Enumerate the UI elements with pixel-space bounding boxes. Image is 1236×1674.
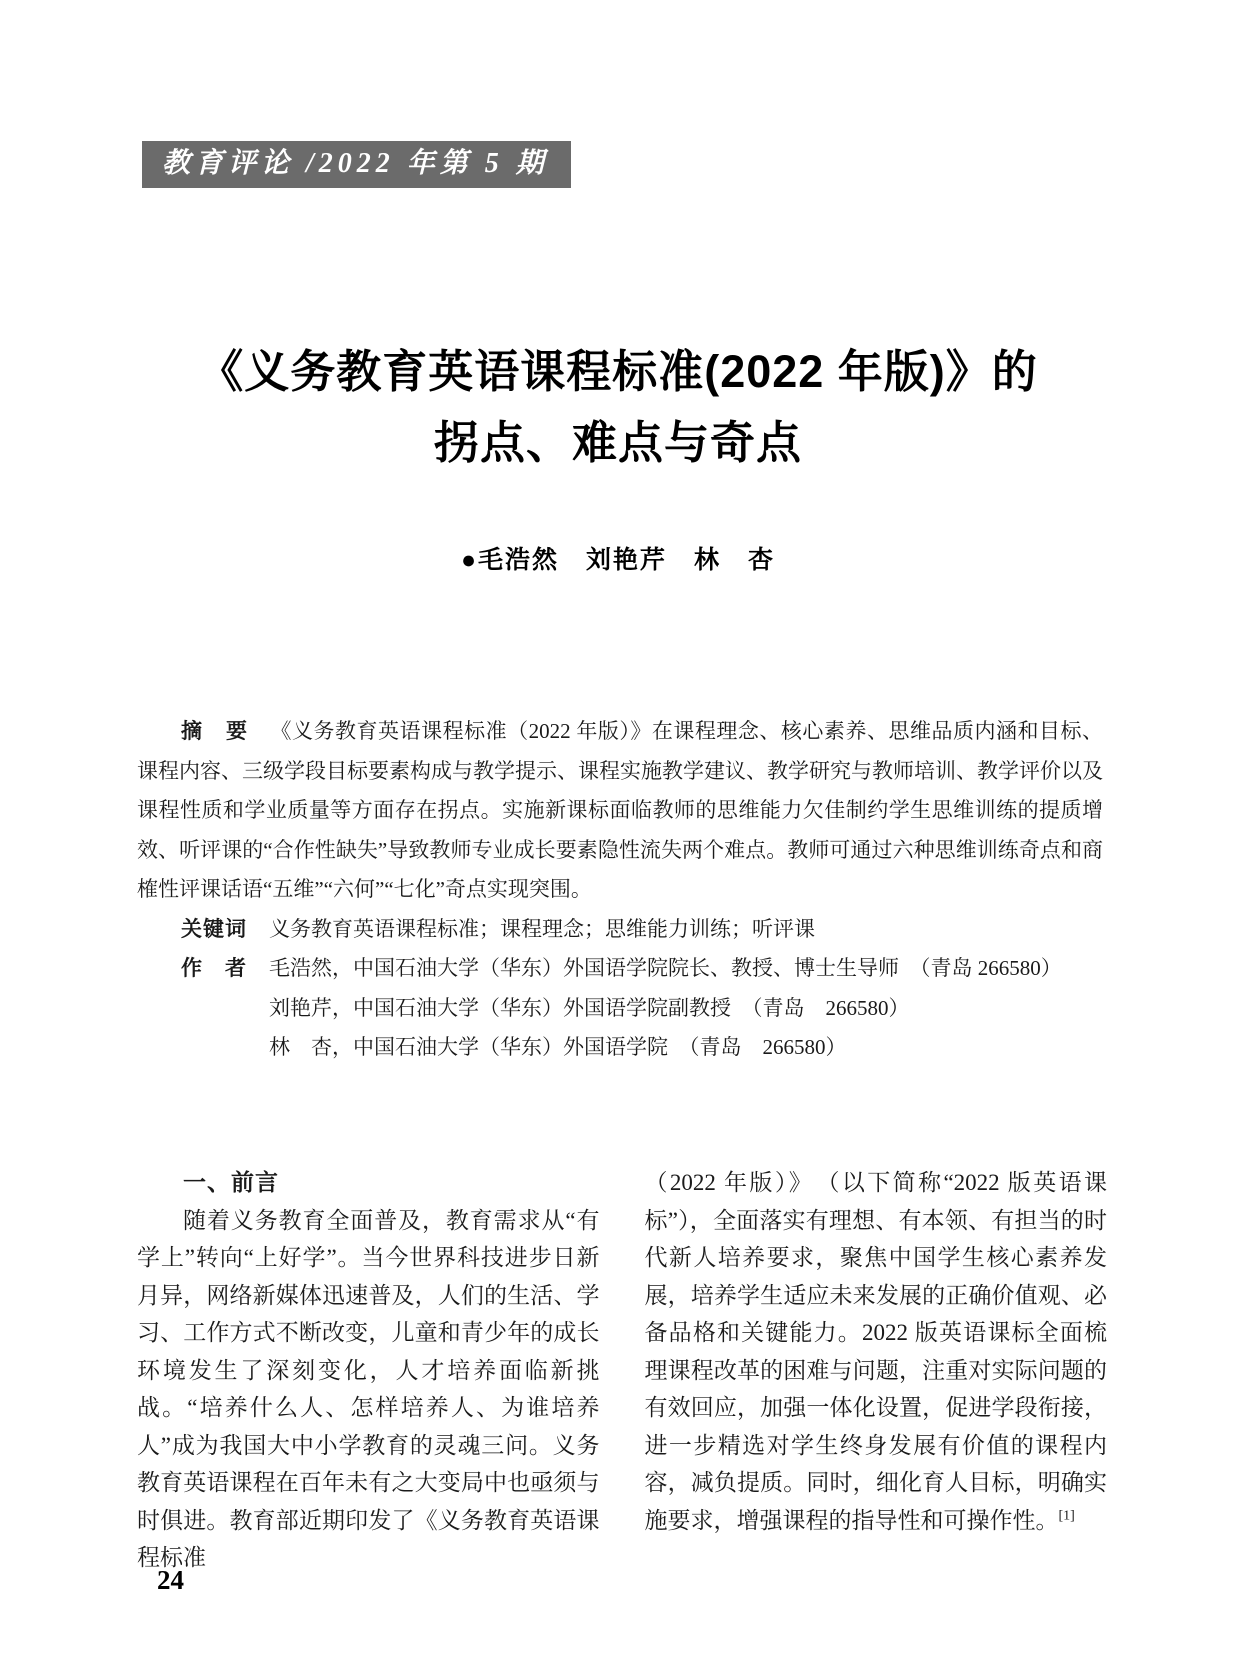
abstract-paragraph	[137, 712, 1103, 910]
left-column	[137, 1164, 600, 1577]
keywords-label: 关键词	[181, 917, 247, 941]
body-columns	[137, 1164, 1107, 1577]
author-entry: 刘艳芹，中国石油大学（华东）外国语学院副教授 （青岛 266580）	[269, 995, 910, 1020]
author-entry: 毛浩然，中国石油大学（华东）外国语学院院长、教授、博士生导师 （青岛 266580）	[269, 956, 1062, 980]
author-entries	[269, 949, 1103, 1068]
journal-banner: 教育评论 /2022 年第 5 期	[142, 141, 571, 188]
section-heading: 一、前言	[183, 1169, 279, 1195]
article-title	[0, 336, 1236, 478]
body-paragraph-right-text: （2022 年版）》 （以下简称“2022 版英语课标”），全面落实有理想、有本领、有担当的时代新人培养要求，聚焦中国学生核心素养发展，培养学生适应未来发展的正确价值观、必备品格和关键能力。2022 版英语课标全面梳理课程改革的困难与问题，注重对实际问题的有效回应，加强一体化设置，促进学段衔接，进一步精选对学生终身发展有价值的课程内容，减负提质。同时，细化育人目标，明确实施要求，增强课程的指导性和可操作性。	[644, 1170, 1107, 1533]
abstract-text: 《义务教育英语课程标准（2022 年版）》在课程理念、核心素养、思维品质内涵和目标、课程内容、三级学段目标要素构成与教学提示、课程实施教学建议、教学研究与教师培训、教学评价以及课程性质和学业质量等方面存在拐点。实施新课标面临教师的思维能力欠佳制约学生思维训练的提质增效、听评课的“合作性缺失”导致教师专业成长要素隐性流失两个难点。教师可通过六种思维训练奇点和商榷性评课话语“五维”“六何”“七化”奇点实现突围。	[137, 719, 1104, 901]
abstract-label: 摘 要	[181, 720, 249, 743]
body-paragraph-left: 随着义务教育全面普及，教育需求从“有学上”转向“上好学”。当今世界科技进步日新月异，网络新媒体迅速普及，人们的生活、学习、工作方式不断改变，儿童和青少年的成长环境发生了深刻变化，人才培养面临新挑战。“培养什么人、怎样培养人、为谁培养人”成为我国大中小学教育的灵魂三问。义务教育英语课程在百年未有之大变局中也亟须与时俱进。教育部近期印发了《义务教育英语课程标准	[137, 1207, 600, 1570]
keywords-row	[137, 910, 1103, 950]
authors-block	[137, 949, 1103, 1068]
right-column	[645, 1164, 1108, 1577]
front-matter	[137, 712, 1103, 1068]
article-title-line-2: 拐点、难点与奇点	[433, 417, 802, 468]
author-byline: ●毛浩然 刘艳芹 林 杏	[460, 546, 776, 574]
article-title-line-1: 《义务教育英语课程标准(2022 年版)》的	[198, 346, 1038, 397]
page-number: 24	[157, 1565, 184, 1595]
author-entry: 林 杏，中国石油大学（华东）外国语学院 （青岛 266580）	[269, 1035, 847, 1059]
body-paragraph-right	[645, 1164, 1108, 1539]
reference-marker: [1]	[1058, 1507, 1075, 1523]
authors-label: 作 者	[181, 957, 247, 980]
keywords-text: 义务教育英语课程标准；课程理念；思维能力训练；听评课	[269, 916, 815, 941]
